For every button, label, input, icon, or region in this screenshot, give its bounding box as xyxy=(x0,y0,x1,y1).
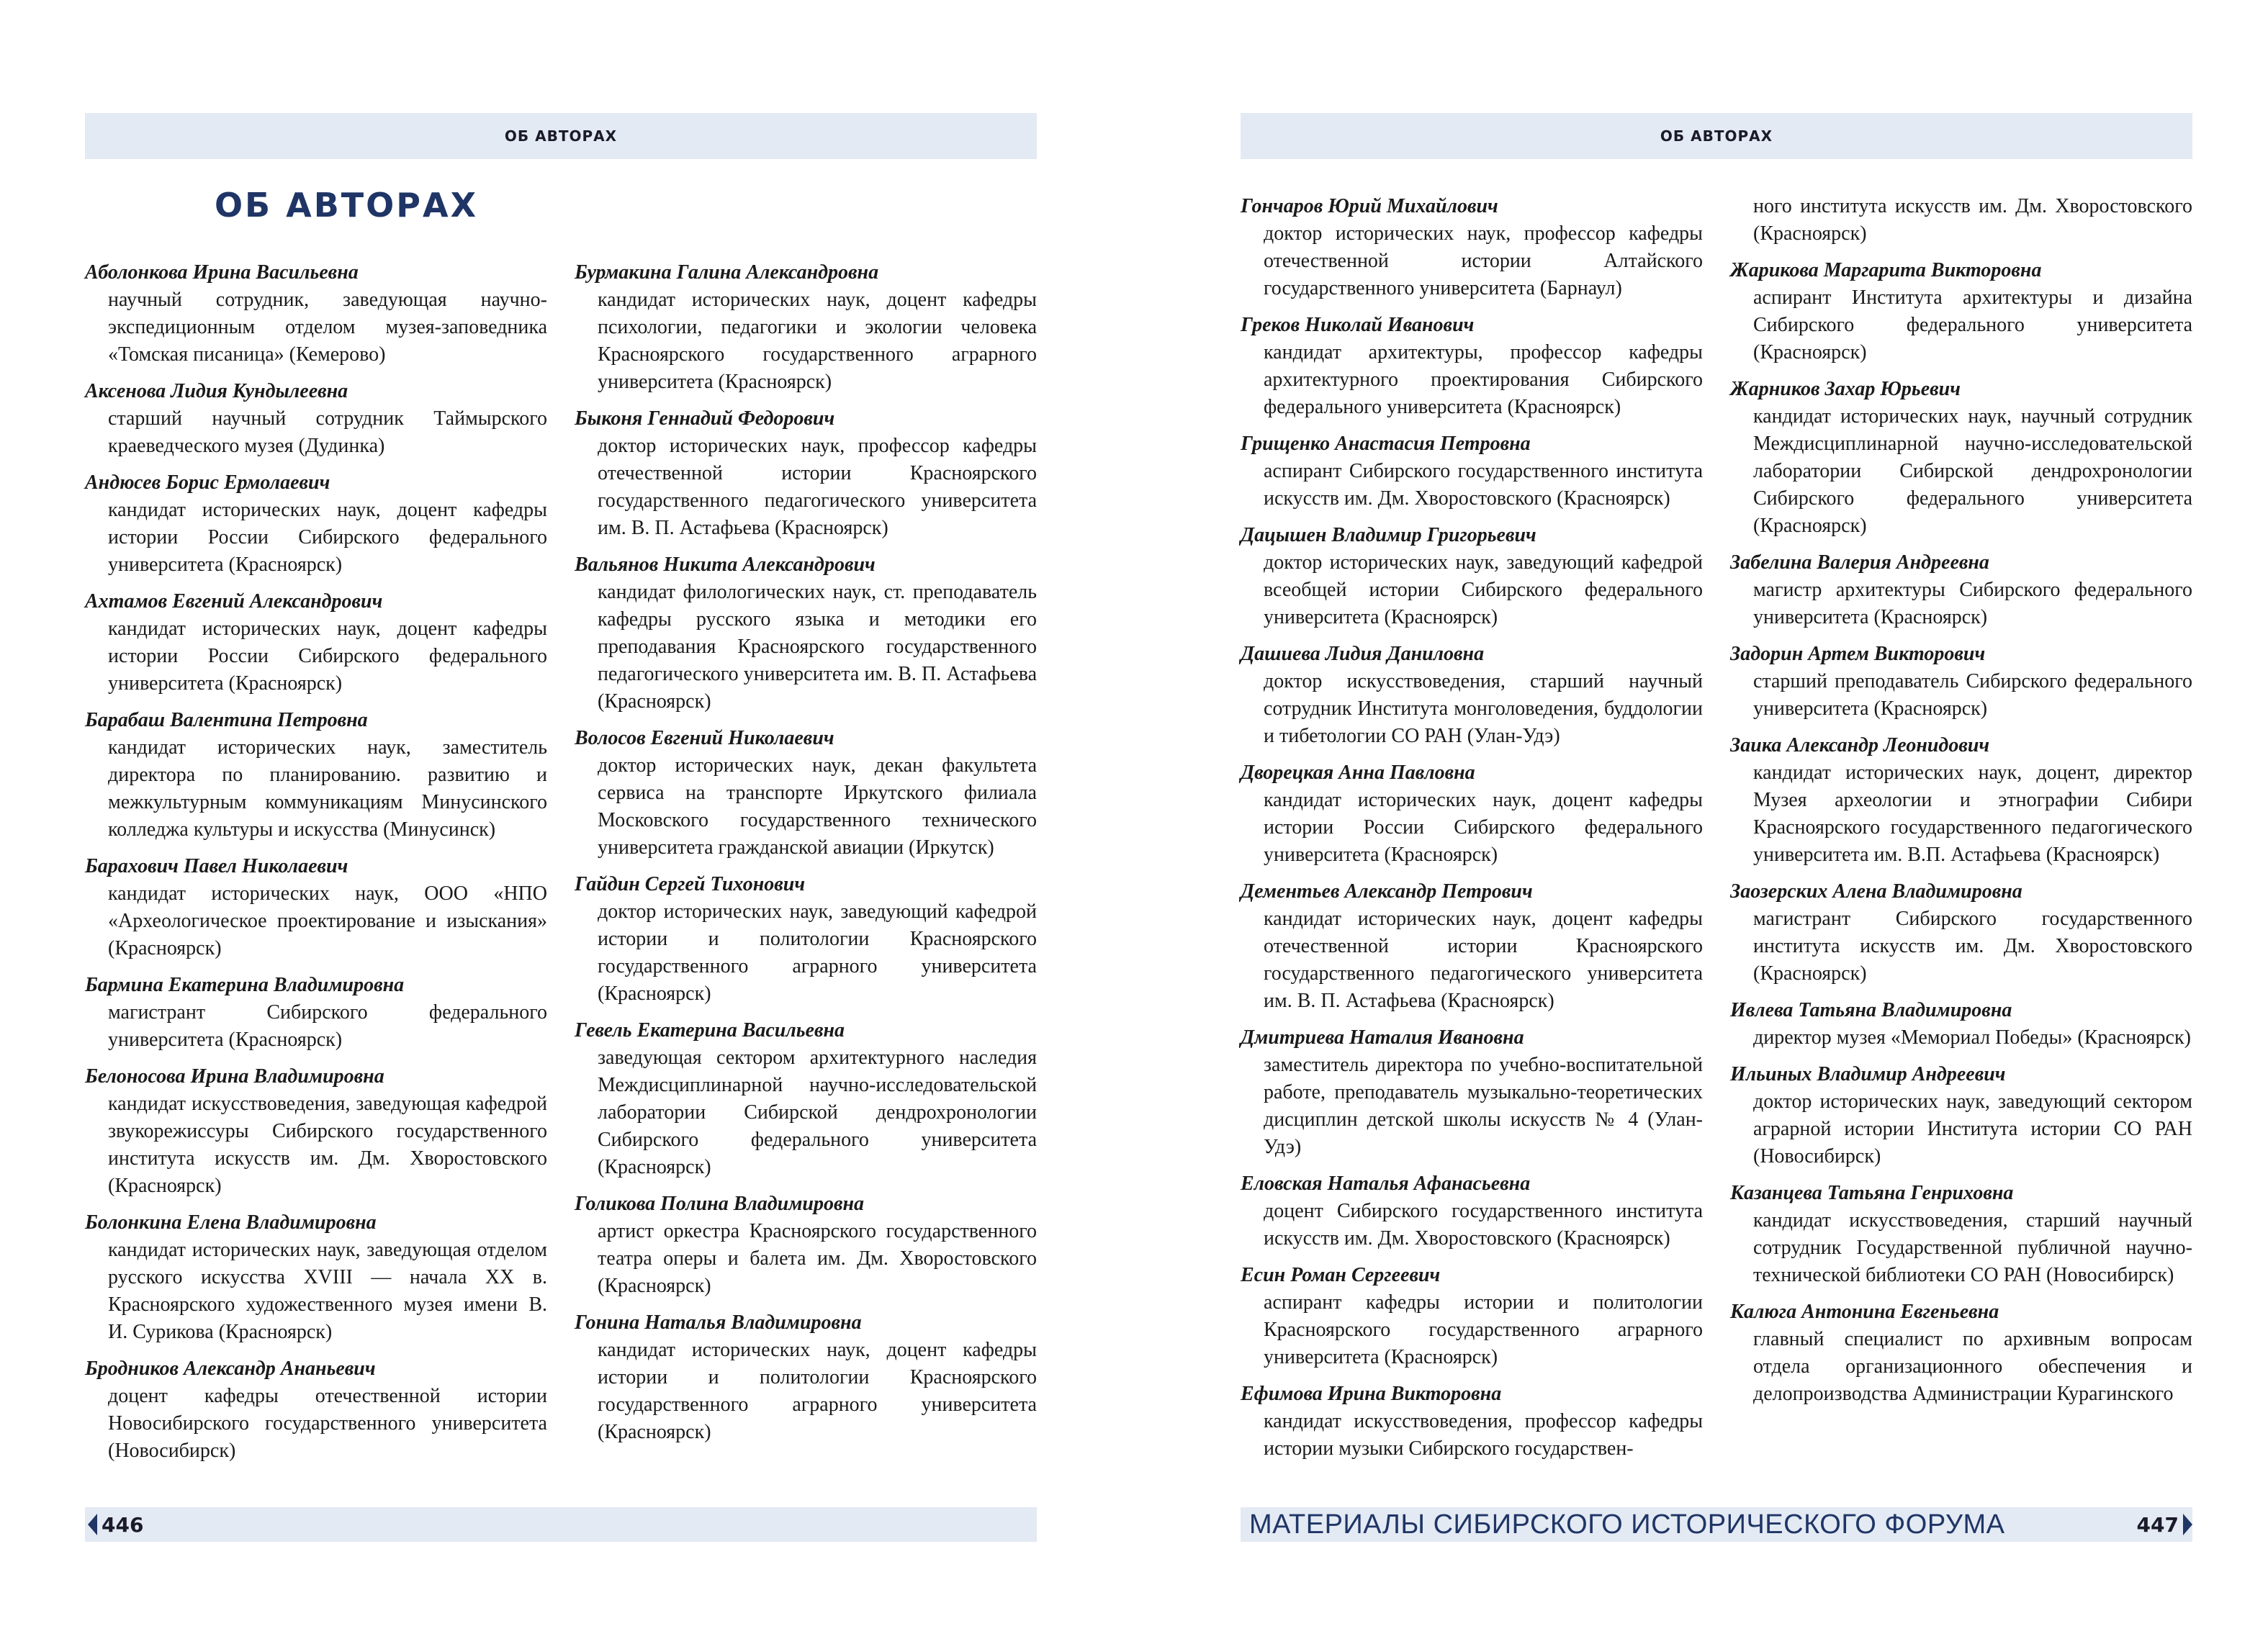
author-entry xyxy=(1241,759,1703,869)
author-entry xyxy=(85,1063,547,1200)
author-entry xyxy=(85,1355,547,1465)
page-number-text: 446 xyxy=(102,1512,144,1537)
author-entry xyxy=(85,972,547,1054)
author-entry xyxy=(1730,878,2192,988)
author-name: Дашиева Лидия Даниловна xyxy=(1241,643,1485,665)
author-description: кандидат искусствоведения, старший научный сотрудник Государственной публичной научно-технической библиотеки СО РАН (Новосибирск) xyxy=(1753,1209,2192,1286)
author-name: Быконя Геннадий Федорович xyxy=(575,407,835,430)
author-description: аспирант Сибирского государственного института искусств им. Дм. Хворостовского (Красноярск) xyxy=(1264,460,1703,510)
author-name: Есин Роман Сергеевич xyxy=(1241,1264,1441,1286)
author-name: Гонина Наталья Владимировна xyxy=(575,1311,862,1334)
author-entry xyxy=(1241,1170,1703,1252)
author-entry xyxy=(85,707,547,844)
author-name: Дементьев Александр Петрович xyxy=(1241,880,1533,903)
author-name: Жарников Захар Юрьевич xyxy=(1730,378,1961,400)
author-name: Андюсев Борис Ермолаевич xyxy=(85,471,330,494)
author-name: Бурмакина Галина Александровна xyxy=(575,261,879,284)
running-header-text: ОБ АВТОРАХ xyxy=(1660,127,1773,145)
author-name: Заозерских Алена Владимировна xyxy=(1730,880,2022,903)
author-entry xyxy=(1730,376,2192,540)
page-number-text: 447 xyxy=(2136,1512,2179,1537)
author-description: магистр архитектуры Сибирского федерального университета (Красноярск) xyxy=(1753,579,2192,628)
author-name: Ивлева Татьяна Владимировна xyxy=(1730,999,2012,1021)
author-description: старший научный сотрудник Таймырского краеведческого музея (Дудинка) xyxy=(108,407,547,457)
author-description: кандидат исторических наук, заведующая отделом русского искусства XVIII — начала XX в. Красноярского художественного музея имени В. И. Сурикова (Красноярск) xyxy=(108,1239,547,1343)
author-entry xyxy=(1730,641,2192,723)
author-description: доктор исторических наук, декан факультета сервиса на транспорте Иркутского филиала Московского государственного технического университета гражданской авиации (Иркутск) xyxy=(598,754,1037,859)
author-name: Бармина Екатерина Владимировна xyxy=(85,974,405,996)
author-name: Вальянов Никита Александрович xyxy=(575,554,876,576)
author-description: доцент кафедры отечественной истории Новосибирского государственного университета (Новосибирск) xyxy=(108,1385,547,1462)
author-entry xyxy=(575,1309,1037,1446)
author-name: Барабаш Валентина Петровна xyxy=(85,709,368,731)
author-description: аспирант Института архитектуры и дизайна Сибирского федерального университета (Красноярск) xyxy=(1753,286,2192,363)
author-entry xyxy=(85,469,547,579)
author-description: кандидат филологических наук, ст. преподаватель кафедры русского языка и методики его преподавания Красноярского государственного педагогического университета им. В. П. Астафьева (Красноярск) xyxy=(598,581,1037,713)
author-description: кандидат исторических наук, доцент кафедры психологии, педагогики и экологии человека Красноярского государственного аграрного университета (Красноярск) xyxy=(598,289,1037,393)
author-description: заведующая сектором архитектурного наследия Междисциплинарной научно-исследовательской лаборатории Сибирской дендрохронологии Сибирского федерального университета (Красноярск) xyxy=(598,1047,1037,1178)
running-header-text: ОБ АВТОРАХ xyxy=(504,127,618,145)
author-entry xyxy=(1241,1024,1703,1161)
author-entry xyxy=(1730,549,2192,631)
author-entry xyxy=(575,871,1037,1008)
author-entry-continuation xyxy=(1730,193,2192,248)
author-name: Бродников Александр Ананьевич xyxy=(85,1358,376,1380)
author-entry xyxy=(575,1017,1037,1181)
author-description: кандидат исторических наук, научный сотрудник Междисциплинарной научно-исследовательской лаборатории Сибирской дендрохронологии Сибирского федерального университета (Красноярск) xyxy=(1753,405,2192,537)
author-name: Аболонкова Ирина Васильевна xyxy=(85,261,359,284)
author-name: Гевель Екатерина Васильевна xyxy=(575,1019,845,1042)
author-name: Задорин Артем Викторович xyxy=(1730,643,1986,665)
author-description: директор музея «Мемориал Победы» (Красноярск) xyxy=(1753,1026,2191,1049)
author-entry xyxy=(1730,1299,2192,1408)
author-entry xyxy=(85,259,547,369)
author-name: Греков Николай Иванович xyxy=(1241,314,1475,336)
author-entry xyxy=(575,405,1037,542)
author-name: Аксенова Лидия Кундылеевна xyxy=(85,380,348,402)
author-description: кандидат исторических наук, доцент кафедры истории России Сибирского федерального университета (Красноярск) xyxy=(108,499,547,576)
author-name: Гончаров Юрий Михайлович xyxy=(1241,195,1498,217)
author-entry xyxy=(1241,1381,1703,1463)
author-name: Голикова Полина Владимировна xyxy=(575,1193,865,1215)
author-entry xyxy=(1241,641,1703,750)
author-name: Болонкина Елена Владимировна xyxy=(85,1211,377,1234)
author-description: артист оркестра Красноярского государственного театра оперы и балета им. Дм. Хворостовского (Красноярск) xyxy=(598,1220,1037,1297)
authors-column-1 xyxy=(1241,193,1703,1472)
author-name: Забелина Валерия Андреевна xyxy=(1730,551,1989,574)
author-name: Гайдин Сергей Тихонович xyxy=(575,873,806,895)
author-entry xyxy=(85,853,547,962)
author-name: Барахович Павел Николаевич xyxy=(85,855,348,877)
authors-column-2 xyxy=(575,259,1037,1455)
author-name: Заика Александр Леонидович xyxy=(1730,734,1990,756)
author-description: старший преподаватель Сибирского федерального университета (Красноярск) xyxy=(1753,670,2192,720)
author-description: магистрант Сибирского федерального университета (Красноярск) xyxy=(108,1001,547,1051)
chevron-left-icon xyxy=(88,1514,97,1535)
author-name: Дворецкая Анна Павловна xyxy=(1241,762,1475,784)
author-description: доктор исторических наук, заведующий кафедрой истории и политологии Красноярского государственного аграрного университета (Красноярск) xyxy=(598,900,1037,1005)
authors-list xyxy=(1730,257,2192,1408)
author-name: Дацышен Владимир Григорьевич xyxy=(1241,524,1536,546)
author-entry xyxy=(575,259,1037,396)
author-description: кандидат исторических наук, доцент кафедры истории и политологии Красноярского государственного аграрного университета (Красноярск) xyxy=(598,1339,1037,1443)
page-number-left xyxy=(88,1507,143,1542)
author-description: кандидат искусствоведения, профессор кафедры истории музыки Сибирского государствен- xyxy=(1264,1410,1703,1460)
author-description: кандидат архитектуры, профессор кафедры архитектурного проектирования Сибирского федерального университета (Красноярск) xyxy=(1264,341,1703,418)
author-description: кандидат исторических наук, доцент кафедры истории России Сибирского федерального университета (Красноярск) xyxy=(108,618,547,695)
author-entry xyxy=(575,551,1037,715)
author-name: Калюга Антонина Евгеньевна xyxy=(1730,1301,1999,1323)
author-entry xyxy=(1730,1180,2192,1289)
author-description: доктор исторических наук, заведующий кафедрой всеобщей истории Сибирского федерального университета (Красноярск) xyxy=(1264,551,1703,628)
author-description: кандидат исторических наук, заместитель директора по планированию. развитию и межкультурным коммуникациям Минусинского колледжа культуры и искусства (Минусинск) xyxy=(108,736,547,841)
author-description: кандидат исторических наук, доцент кафедры истории России Сибирского федерального университета (Красноярск) xyxy=(1264,789,1703,866)
author-entry xyxy=(575,1191,1037,1300)
author-entry xyxy=(1241,312,1703,421)
author-name: Ефимова Ирина Викторовна xyxy=(1241,1383,1502,1405)
footer-bar xyxy=(85,1507,1037,1542)
page-number-right xyxy=(2137,1507,2192,1542)
author-description: кандидат исторических наук, доцент, директор Музея археологии и этнографии Сибири Красноярского государственного педагогического университета им. В.П. Астафьева (Красноярск) xyxy=(1753,762,2192,866)
running-header xyxy=(1241,113,2192,159)
author-entry xyxy=(1730,257,2192,366)
author-entry xyxy=(1241,522,1703,631)
author-description: научный сотрудник, заведующая научно-экспедиционным отделом музея-заповедника «Томская писаница» (Кемерово) xyxy=(108,289,547,366)
author-description: доцент Сибирского государственного института искусств им. Дм. Хворостовского (Красноярск) xyxy=(1264,1200,1703,1250)
author-entry xyxy=(1730,732,2192,869)
author-description: кандидат исторических наук, доцент кафедры отечественной истории Красноярского государственного педагогического университета им. В. П. Астафьева (Красноярск) xyxy=(1264,908,1703,1012)
authors-column-1 xyxy=(85,259,547,1474)
author-description: ного института искусств им. Дм. Хворостовского (Красноярск) xyxy=(1753,195,2192,245)
publication-title: МАТЕРИАЛЫ СИБИРСКОГО ИСТОРИЧЕСКОГО ФОРУМА xyxy=(1249,1509,2005,1540)
author-name: Казанцева Татьяна Генриховна xyxy=(1730,1182,2014,1204)
author-entry xyxy=(1241,430,1703,512)
author-entry xyxy=(1241,1262,1703,1371)
author-name: Жарикова Маргарита Викторовна xyxy=(1730,259,2042,281)
author-description: аспирант кафедры истории и политологии Красноярского государственного аграрного университета (Красноярск) xyxy=(1264,1291,1703,1368)
author-description: доктор исторических наук, профессор кафедры отечественной истории Красноярского государственного педагогического университета им. В. П. Астафьева (Красноярск) xyxy=(598,435,1037,539)
author-description: главный специалист по архивным вопросам отдела организационного обеспечения и делопроизводства Администрации Курагинского xyxy=(1753,1328,2192,1405)
author-description: кандидат исторических наук, ООО «НПО «Археологическое проектирование и изыскания» (Красноярск) xyxy=(108,882,547,959)
author-entry xyxy=(575,725,1037,862)
author-description: кандидат искусствоведения, заведующая кафедрой звукорежиссуры Сибирского государственного института искусств им. Дм. Хворостовского (Красноярск) xyxy=(108,1093,547,1197)
author-entry xyxy=(85,588,547,697)
section-title: ОБ АВТОРАХ xyxy=(214,186,479,225)
author-name: Еловская Наталья Афанасьевна xyxy=(1241,1173,1531,1195)
author-name: Волосов Евгений Николаевич xyxy=(575,727,834,749)
author-name: Белоносова Ирина Владимировна xyxy=(85,1065,384,1088)
author-entry xyxy=(85,378,547,460)
right-page xyxy=(1134,0,2268,1644)
author-description: доктор исторических наук, заведующий сектором аграрной истории Института истории СО РАН (Новосибирск) xyxy=(1753,1090,2192,1167)
author-description: доктор исторических наук, профессор кафедры отечественной истории Алтайского государственного университета (Барнаул) xyxy=(1264,222,1703,299)
author-description: заместитель директора по учебно-воспитательной работе, преподаватель музыкально-теоретических дисциплин детской школы искусств № 4 (Улан-Удэ) xyxy=(1264,1054,1703,1158)
author-entry xyxy=(1241,878,1703,1015)
author-description: доктор искусствоведения, старший научный сотрудник Института монголоведения, буддологии и тибетологии СО РАН (Улан-Удэ) xyxy=(1264,670,1703,747)
author-entry xyxy=(1241,193,1703,302)
author-name: Ахтамов Евгений Александрович xyxy=(85,590,383,613)
author-entry xyxy=(1730,997,2192,1052)
author-entry xyxy=(1730,1061,2192,1170)
running-header xyxy=(85,113,1037,159)
author-name: Грищенко Анастасия Петровна xyxy=(1241,433,1531,455)
author-name: Ильиных Владимир Андреевич xyxy=(1730,1063,2006,1085)
author-name: Дмитриева Наталия Ивановна xyxy=(1241,1026,1524,1049)
authors-column-2 xyxy=(1730,193,2192,1417)
author-entry xyxy=(85,1209,547,1346)
chevron-right-icon xyxy=(2183,1514,2192,1535)
author-description: магистрант Сибирского государственного института искусств им. Дм. Хворостовского (Красноярск) xyxy=(1753,908,2192,985)
